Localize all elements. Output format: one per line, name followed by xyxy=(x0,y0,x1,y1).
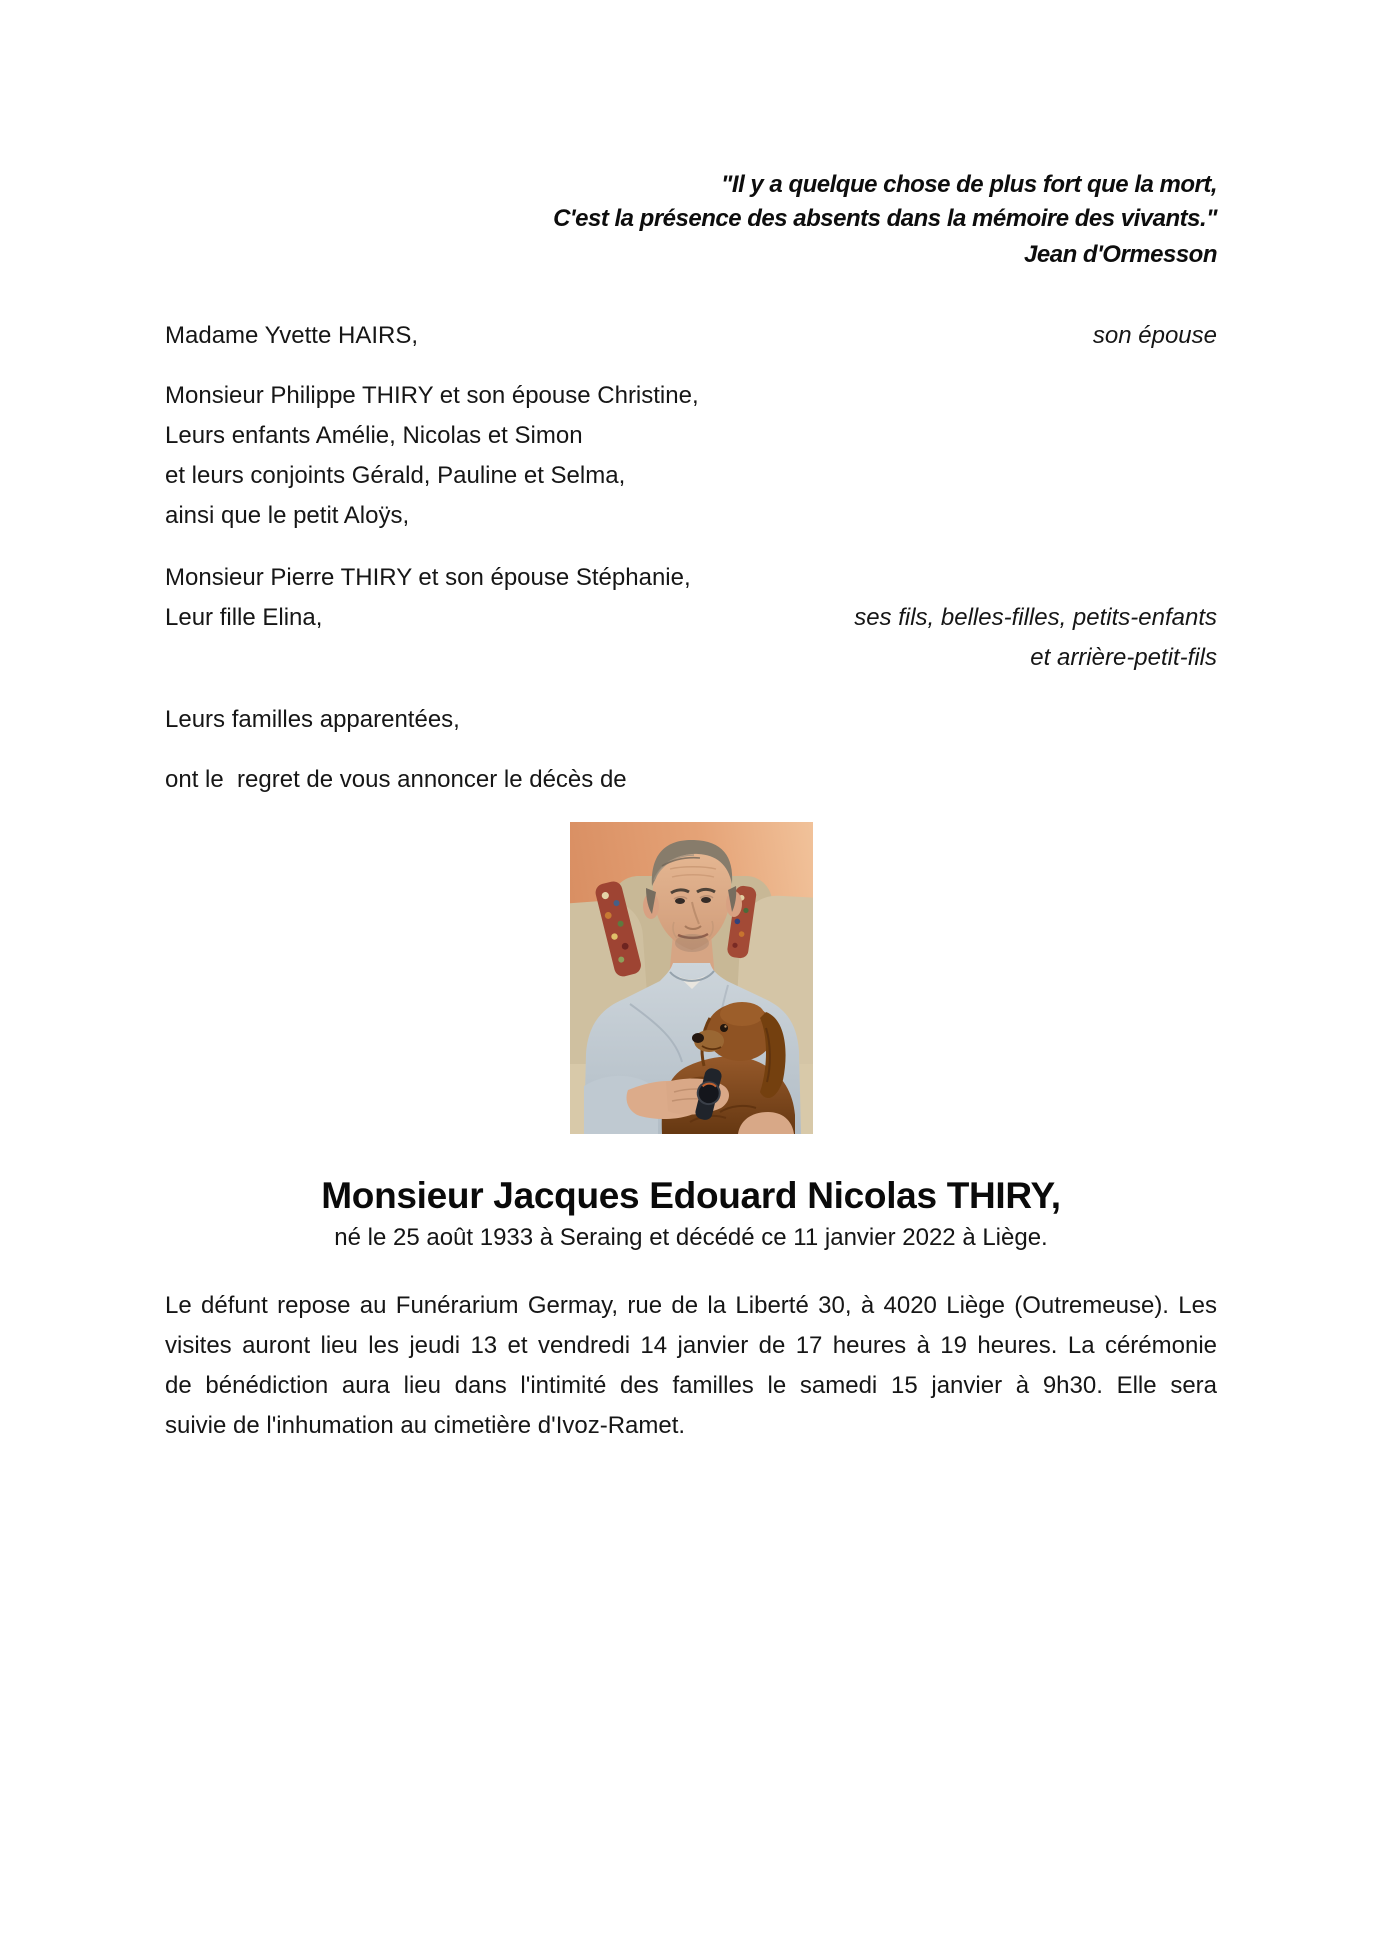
announcement-line: ont le regret de vous annoncer le décès de xyxy=(165,766,627,793)
relation-right: et arrière-petit-fils xyxy=(1030,644,1217,671)
related-families-line: Leurs familles apparentées, xyxy=(165,706,460,733)
family-block-pierre xyxy=(165,558,1217,678)
funeral-paragraph xyxy=(165,1286,1217,1446)
family-line: ainsi que le petit Aloÿs, xyxy=(165,502,410,529)
funeral-line: visites auront lieu les jeudi 13 et vendredi 14 janvier de 17 heures à 19 heures. La cérémonie xyxy=(165,1332,1217,1359)
spouse-name: Madame Yvette HAIRS, xyxy=(165,322,419,349)
family-line: Leurs enfants Amélie, Nicolas et Simon xyxy=(165,422,583,449)
page-content xyxy=(165,0,1217,1446)
funeral-line: Le défunt repose au Funérarium Germay, rue de la Liberté 30, à 4020 Liège (Outremeuse). Les xyxy=(165,1292,1217,1319)
quote-block xyxy=(165,168,1217,272)
funeral-line: suivie de l'inhumation au cimetière d'Ivoz-Ramet. xyxy=(165,1412,686,1439)
family-split-line xyxy=(165,598,1217,638)
deceased-dates-line: né le 25 août 1933 à Seraing et décédé ce 11 janvier 2022 à Liège. xyxy=(334,1224,1048,1251)
quote-line-2: C'est la présence des absents dans la mémoire des vivants." xyxy=(553,205,1217,232)
quote-attribution: Jean d'Ormesson xyxy=(1024,241,1217,268)
portrait-photo xyxy=(570,822,813,1134)
quote-line-1: "Il y a quelque chose de plus fort que la mort, xyxy=(721,171,1217,198)
portrait-photo-graphic xyxy=(570,822,813,1134)
spouse-row xyxy=(165,316,1217,356)
spouse-relation: son épouse xyxy=(1092,322,1217,349)
family-line: Leur fille Elina, xyxy=(165,604,323,631)
family-line: et leurs conjoints Gérald, Pauline et Selma, xyxy=(165,462,626,489)
family-line: Monsieur Philippe THIRY et son épouse Christine, xyxy=(165,382,699,409)
family-block-philippe xyxy=(165,376,1217,536)
relation-right: ses fils, belles-filles, petits-enfants xyxy=(854,604,1217,631)
deceased-name-title: Monsieur Jacques Edouard Nicolas THIRY, xyxy=(321,1175,1061,1216)
funeral-line: de bénédiction aura lieu dans l'intimité des familles le samedi 15 janvier à 9h30. Elle sera xyxy=(165,1372,1217,1399)
family-line: Monsieur Pierre THIRY et son épouse Stéphanie, xyxy=(165,564,691,591)
